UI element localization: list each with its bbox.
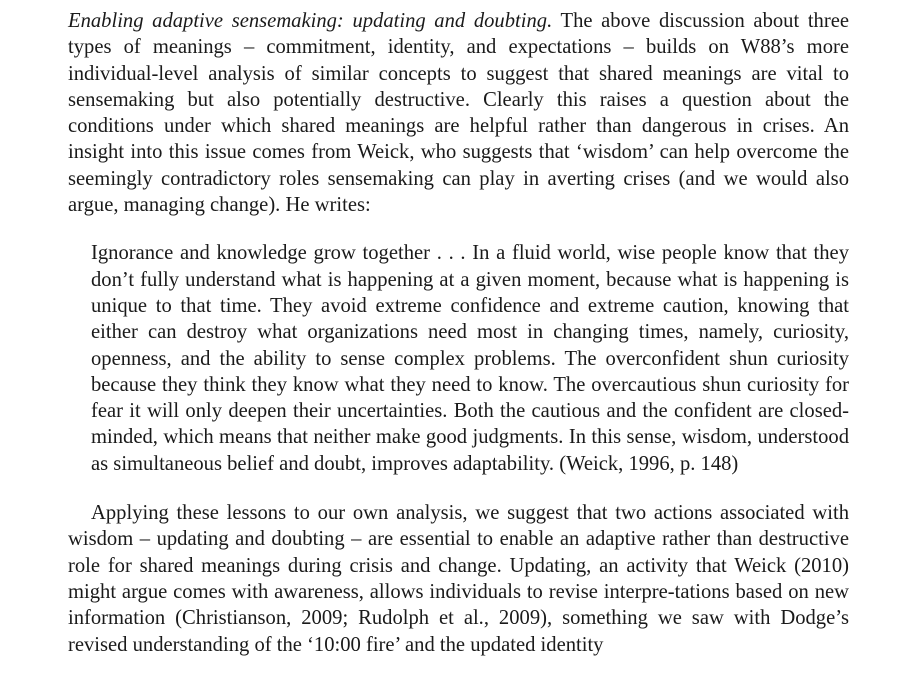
section-heading: Enabling adaptive sensemaking: updating and doubting. bbox=[68, 10, 553, 32]
paragraph-2: Applying these lessons to our own analysis, we suggest that two actions associated with wisdom – updating and doubting – are essential to enable an adaptive rather than destructive role for shared meanings during crisis and change. Updating, an activity that Weick (2010) might argue comes with awareness, allows individuals to revise interpre-tations based on new information (Christianson, 2009; Rudolph et al., 2009), something we saw with Dodge’s revised understanding of the ‘10:00 fire’ and the updated identity bbox=[68, 502, 849, 656]
page-body bbox=[68, 8, 849, 658]
paragraph-1 bbox=[68, 8, 849, 218]
block-quote: Ignorance and knowledge grow together . . . In a fluid world, wise people know that they don’t fully understand what is happening at a given moment, because what is happening is unique to that time. They avoid extreme confidence and extreme caution, knowing that either can destroy what organizations need most in changing times, namely, curiosity, openness, and the ability to sense complex problems. The overconfident shun curiosity because they think they know what they need to know. The overcautious shun curiosity for fear it will only deepen their uncertainties. Both the cautious and the confident are closed-minded, which means that neither make good judgments. In this sense, wisdom, understood as simultaneous belief and doubt, improves adaptability. (Weick, 1996, p. 148) bbox=[91, 242, 849, 475]
paragraph-1-text: The above discussion about three types of meanings – commitment, identity, and expectations – builds on W88’s more individual-level analysis of similar concepts to suggest that shared meanings are vital to sensemaking but also potentially destructive. Clearly this raises a question about the conditions under which shared meanings are helpful rather than dangerous in crises. An insight into this issue comes from Weick, who suggests that ‘wisdom’ can help overcome the seemingly contradictory roles sensemaking can play in averting crises (and we would also argue, managing change). He writes: bbox=[68, 10, 849, 217]
